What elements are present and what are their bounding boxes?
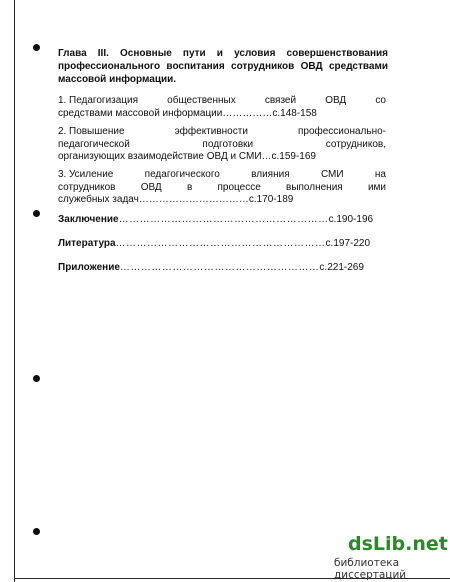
chapter-heading: Глава III. Основные пути и условия совершенствования профессионального воспитания сотрудников ОВД средствами массовой информации. — [58, 48, 388, 85]
item-line: организующих взаимодействие ОВД и СМИ…с.159-169 — [58, 151, 316, 162]
item-line: Усиление педагогического влияния СМИ на — [69, 169, 386, 180]
toc-leader-dots: …………………………………………………… — [118, 214, 329, 225]
binder-hole-mark — [33, 210, 40, 217]
toc-entry-title: Приложение — [58, 262, 120, 273]
item-number: 3. — [58, 169, 67, 180]
watermark-caption: библиотека диссертаций — [334, 557, 407, 581]
binder-hole-mark — [33, 528, 40, 535]
toc-item-3 — [58, 169, 386, 207]
item-line: Педагогизация общественных связей ОВД со — [69, 95, 386, 106]
binder-hole-mark — [33, 375, 40, 382]
scan-border-left — [14, 0, 15, 582]
item-line: педагогической подготовки сотрудников, — [58, 138, 386, 150]
item-line: служебных задач……………………………с.170-189 — [58, 194, 294, 205]
toc-item-1 — [58, 95, 386, 120]
item-line: Повышение эффективности профессионально- — [69, 126, 386, 137]
watermark-logo: dsLib.net — [348, 533, 448, 555]
item-number: 2. — [58, 126, 67, 137]
toc-entry-title: Литература — [58, 238, 116, 249]
item-number: 1. — [58, 95, 67, 106]
toc-entry-title: Заключение — [58, 214, 119, 225]
toc-item-2 — [58, 126, 386, 164]
toc-entry-pages: с.221-269 — [319, 262, 364, 273]
toc-leader-dots: …………………………………………………… — [115, 238, 326, 249]
item-line: средствами массовой информации……………с.148-158 — [58, 107, 317, 119]
toc-entry-appendix — [58, 261, 388, 274]
toc-entry-literature — [58, 237, 388, 250]
toc-leader-dots: ………………………………………………… — [119, 262, 320, 273]
binder-hole-mark — [33, 44, 40, 51]
toc-entry-pages: с.197-220 — [325, 238, 371, 249]
item-line: сотрудников ОВД в процессе выполнения ими — [58, 181, 386, 193]
toc-entry-conclusion — [58, 213, 388, 226]
toc-entry-pages: с.190-196 — [328, 214, 374, 225]
